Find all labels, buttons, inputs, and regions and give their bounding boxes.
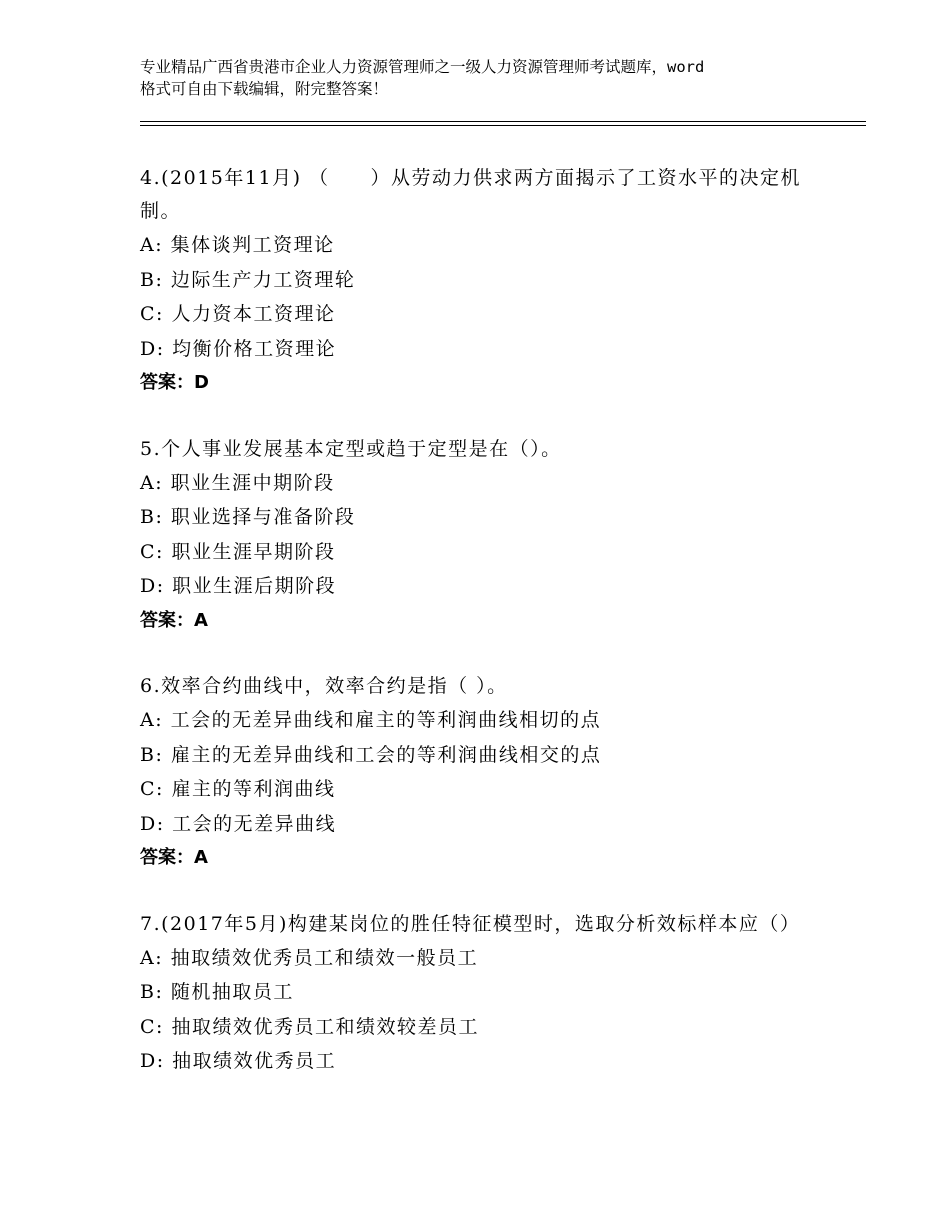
page-header: [140, 56, 840, 100]
answer-label: 答案：D: [140, 372, 209, 393]
header-title-line-1: 专业精品广西省贵港市企业人力资源管理师之一级人力资源管理师考试题库，word: [140, 58, 705, 76]
option-c: C: 抽取绩效优秀员工和绩效较差员工: [140, 1015, 479, 1038]
option-d: D: 职业生涯后期阶段: [140, 575, 337, 597]
option-b: B: 边际生产力工资理轮: [140, 268, 356, 291]
option-a: A: 工会的无差异曲线和雇主的等利润曲线相切的点: [140, 709, 602, 731]
option-d: D: 工会的无差异曲线: [140, 812, 337, 835]
question-stem: 7.(2017年5月)构建某岗位的胜任特征模型时，选取分析效标样本应（）: [140, 912, 801, 935]
question-6: [140, 670, 840, 876]
question-4: [140, 162, 840, 401]
answer-label: 答案：A: [140, 847, 208, 868]
header-title-line-2: 格式可自由下载编辑，附完整答案！: [140, 80, 389, 98]
answer-label: 答案：A: [140, 609, 208, 631]
option-d: D: 均衡价格工资理论: [140, 337, 337, 360]
option-b: B: 雇主的无差异曲线和工会的等利润曲线相交的点: [140, 743, 602, 766]
question-stem: 4.(2015年11月) （ ）从劳动力供求两方面揭示了工资水平的决定机制。: [140, 167, 802, 222]
question-5: [140, 433, 840, 639]
option-b: B: 职业选择与准备阶段: [140, 506, 356, 528]
question-stem: 5.个人事业发展基本定型或趋于定型是在（）。: [140, 437, 562, 460]
question-list: [140, 162, 840, 1111]
header-divider-double: [140, 125, 866, 126]
question-stem: 6.效率合约曲线中，效率合约是指（ ）。: [140, 675, 508, 697]
option-a: A: 抽取绩效优秀员工和绩效一般员工: [140, 946, 479, 969]
option-a: A: 职业生涯中期阶段: [140, 471, 335, 494]
option-a: A: 集体谈判工资理论: [140, 234, 335, 256]
header-divider: [140, 121, 866, 122]
question-7: [140, 908, 840, 1079]
option-c: C: 雇主的等利润曲线: [140, 778, 336, 800]
option-b: B: 随机抽取员工: [140, 981, 294, 1003]
option-d: D: 抽取绩效优秀员工: [140, 1050, 337, 1072]
option-c: C: 人力资本工资理论: [140, 303, 336, 325]
option-c: C: 职业生涯早期阶段: [140, 540, 336, 563]
